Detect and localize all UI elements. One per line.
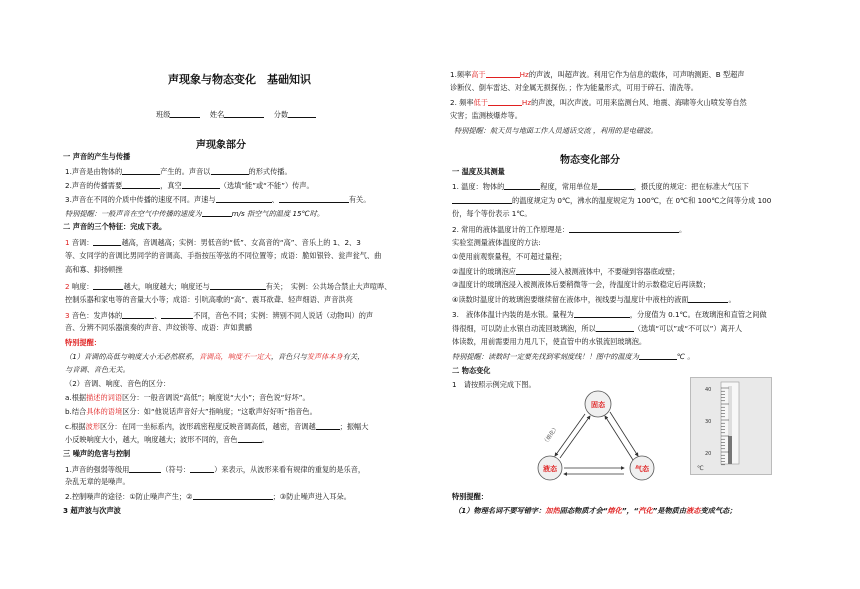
noise-2: 2.控制噪声的途径：①防止噪声产生；② ；③防止噪声进入耳朵。: [65, 492, 351, 501]
temp-line-9: ④读数时温度计的玻璃泡要继续留在液体中，视线要与温度计中液柱的液面 。: [452, 295, 736, 304]
label-gas: 气态: [635, 465, 649, 473]
question-1: 1 请按照示例完成下图。: [452, 380, 536, 389]
heading-temperature: 一 温度及其测量: [452, 167, 505, 176]
loudness-line-2: 控制乐器和家电等的音量大小等；成语：引吭高歌的“高”、震耳欲聋、轻声细语、声音洪亮: [65, 295, 353, 304]
heading-characteristics: 二 声音的三个特征：完成下表。: [63, 222, 167, 231]
temp-line-10: 3. 液体体温计内装的是水银。量程为 ，分度值为 0.1℃。在玻璃泡和直管之间做: [452, 310, 767, 319]
tip-1-cont: 与音调、音色无关。: [65, 365, 130, 374]
line-2: 2.声音的传播需要 ，真空 （选填“能”或“不能”）传声。: [65, 181, 314, 190]
student-info: 班级 姓名 分数: [156, 109, 316, 120]
arrow-solid-gas: [610, 412, 638, 456]
temp-line-11: 得很细，可以防止水银自动流回玻璃泡，所以 （选填“可以”或“不可以”）离开人: [452, 324, 743, 333]
tick-label-bottom: 20: [705, 451, 712, 457]
infrasound-line-1: 2. 频率低于 Hz的声波，叫次声波。可用来监测台风、地震、海啸等火山喷发等自然: [450, 98, 747, 107]
temp-line-12: 体读数，用前需要用力甩几下，使直管中的水银流回玻璃泡。: [452, 337, 647, 346]
ultrasound-line-2: 诊断仪、倒车雷达、对金属无损探伤．；作为能量形式，可用于碎石、清洗等。: [450, 83, 698, 92]
arrow-liquid-solid: [560, 416, 590, 458]
arrow-gas-solid: [605, 416, 633, 460]
heading-noise: 三 噪声的危害与控制: [63, 449, 131, 458]
section-title-sound: 声现象部分: [196, 140, 246, 151]
temp-line-3: 份，每个等份表示 1℃。: [452, 209, 532, 218]
pitch-line-2: 等、女同学的音调比男同学的音调高、手指按压等弦的不同位置等；成语：脆如银铃、瓮声瓮气、曲: [65, 251, 382, 260]
tick-label-top: 40: [705, 387, 712, 393]
section-title-state-change: 物态变化部分: [560, 155, 620, 166]
temp-line-6: ①使用前观察量程，不可超过量程；: [452, 252, 567, 261]
page-title: 声现象与物态变化 基础知识: [168, 73, 311, 86]
label-solid: 固态: [591, 401, 605, 409]
temp-line-8: ③温度计的玻璃泡浸入被测液体后要稍微等一会，待温度计的示数稳定后再读数；: [452, 280, 711, 289]
tip-title: 特别提醒：: [65, 338, 101, 347]
tip-c: c.根据波形区分：在同一坐标系内，波形疏密程度反映音调高低，越密，音调越 ；振幅大: [65, 422, 369, 431]
state-change-diagram: [530, 388, 670, 488]
tip2-title: 特别提醒：: [452, 492, 488, 501]
temp-tip: 特别提醒：读数时一定要先找到零刻度线！！图中的温度为 ℃ 。: [452, 352, 695, 361]
thermometer-image: [690, 377, 772, 475]
tip-c-cont: 小反映响度大小，越大，响度越大；波形不同的，音色 。: [65, 435, 269, 444]
tip2-line: （1）物理名词不要写错字：加热固态物质才会“熔化”，“汽化”是物质由液态变成气态；: [454, 506, 737, 515]
tip-1: （1）音调的高低与响度大小无必然联系，音调高，响度不一定大，音色只与发声体本身有关，: [65, 352, 365, 361]
pitch-line-3: 高和寡、抑扬顿挫: [65, 265, 123, 274]
timbre-line-1: 3 音色：发声体的 、 不同，音色不同；实例：辨别不同人说话（动物叫）的声: [65, 311, 374, 320]
timbre-line-2: 音、分辨不同乐器演奏的声音、声纹锁等、成语：声如黄鹂: [65, 323, 252, 332]
temp-line-2: 的温度规定为 0℃，沸水的温度规定为 100℃，在 0℃和 100℃之间等分成 100: [452, 195, 771, 206]
pitch-line-1: 1 音调： 越高，音调越高；实例：男低音的“低”、女高音的“高”、音乐上的 1、2、3: [65, 238, 361, 247]
label-example: （熔化）: [542, 424, 560, 447]
temp-line-1: 1. 温度：物体的 程度，常用单位是 ，摄氏度的规定：把在标准大气压下: [452, 182, 749, 191]
tip-a: a.根据描述的词语区分：一般音调说“高低”；响度说“大小”；音色说“好坏”。: [65, 393, 310, 402]
ultrasound-line-1: 1.频率高于 Hz的声波，叫超声波。利用它作为信息的载体，可声呐测距、B 型超声: [450, 70, 745, 79]
infrasound-line-2: 灾害；监测核爆炸等。: [450, 111, 522, 120]
thermometer-unit: ℃: [697, 465, 704, 472]
note-speed: 特别提醒：一般声音在空气中传播的速度为 m/s 指空气的温度 15℃时。: [65, 209, 325, 218]
thermometer-drawing: [691, 378, 771, 474]
tip-b: b.结合具体的语境区分：如“他说话声音好大”指响度；“这歌声好好听”指音色。: [65, 407, 317, 416]
arrow-solid-liquid: [555, 414, 585, 456]
tip-2: （2）音调、响度、音色的区分：: [65, 379, 171, 388]
label-liquid: 液态: [543, 465, 557, 473]
loudness-line-1: 2 响度： 越大，响度越大；响度还与 有关； 实例：公共场合禁止大声喧哗、: [65, 282, 392, 291]
line-3: 3.声音在不同的介质中传播的速度不同。声速与 、 有关。: [65, 195, 371, 204]
noise-1: 1.声音的强弱等级用 （符号： ）来表示，从波形来看有规律的重复的是乐音，: [65, 465, 366, 474]
temp-line-5: 实验室测量液体温度的方法:: [452, 238, 541, 247]
line-1: 1.声音是由物体的 产生的。声音以 的形式传播。: [65, 167, 292, 176]
heading-sound-production: 一 声音的产生与传播: [63, 152, 131, 161]
tip-astronaut: 特别提醒：航天员与地面工作人员通话交流 ，利用的是电磁波。: [454, 126, 658, 135]
tick-label-mid: 30: [705, 419, 712, 425]
temp-line-4: 2. 常用的液体温度计的工作原理是： 。: [452, 225, 687, 234]
noise-1-cont: 杂乱无章的是噪声。: [65, 477, 130, 486]
temp-line-7: ②温度计的玻璃泡应 浸入被测液体中，不要碰到容器底或壁；: [452, 267, 680, 276]
heading-state-change: 二 物态变化: [452, 366, 491, 375]
heading-ultrasound: 3 超声波与次声波: [63, 506, 121, 515]
